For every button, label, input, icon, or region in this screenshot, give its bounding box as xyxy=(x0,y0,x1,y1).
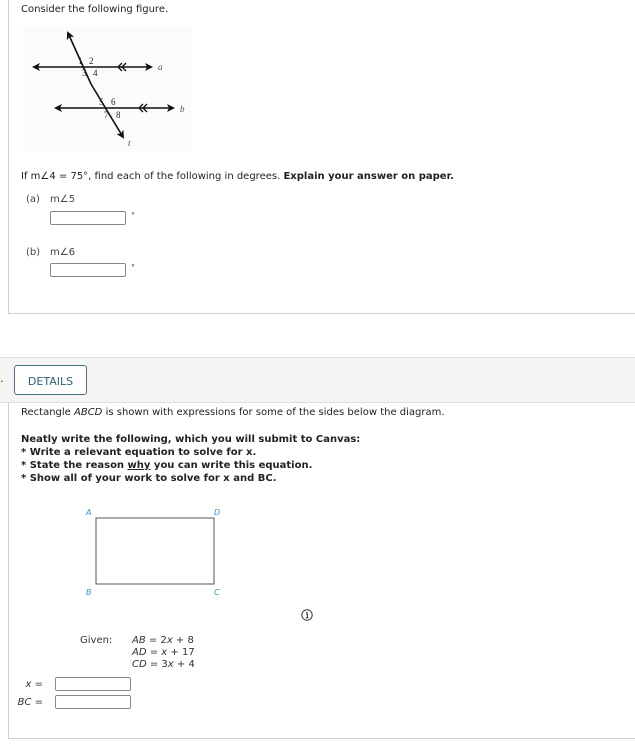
part-b-expr: m∠6 xyxy=(50,247,76,258)
parallel-lines-svg xyxy=(23,26,191,151)
angle-label-3: 3 xyxy=(82,68,87,78)
x-answer-input[interactable] xyxy=(55,677,131,691)
q2-intro-var: ABCD xyxy=(74,407,103,418)
part-a-answer-input[interactable] xyxy=(50,211,126,225)
angle-label-4: 4 xyxy=(93,68,98,78)
angle-label-5: 5 xyxy=(99,97,104,107)
question-number: . xyxy=(0,372,4,385)
info-icon[interactable] xyxy=(301,609,313,621)
transversal-label: t xyxy=(128,138,131,148)
bc-answer-input[interactable] xyxy=(55,695,131,709)
line-a-label: a xyxy=(158,62,163,72)
instruction-1: * Write a relevant equation to solve for x. xyxy=(21,447,257,458)
bc-label-var: BC xyxy=(17,697,32,708)
vertex-b-label: B xyxy=(86,588,92,597)
q1-intro: Consider the following figure. xyxy=(21,4,169,15)
given-ad-var: x xyxy=(161,647,168,658)
given-cd-var: x xyxy=(167,659,174,670)
q2-intro xyxy=(21,407,445,418)
given-ad-lhs: AD xyxy=(132,647,147,658)
given-label: Given: xyxy=(80,635,113,646)
line-b-label: b xyxy=(180,104,185,114)
given-cd-eq: = 3 xyxy=(146,659,168,670)
part-b-degree-unit: ° xyxy=(131,263,135,272)
x-label-eq: = xyxy=(31,679,43,690)
x-answer-label xyxy=(13,679,43,690)
bc-answer-label xyxy=(13,697,43,708)
vertex-d-label: D xyxy=(214,508,221,517)
angle-label-1: 1 xyxy=(78,56,83,66)
instruction-2-pre: * State the reason xyxy=(21,460,128,471)
instructions-block xyxy=(21,433,360,485)
part-a-degree-unit: ° xyxy=(131,211,135,220)
instruction-2-post: you can write this equation. xyxy=(150,460,313,471)
given-expressions xyxy=(132,635,195,671)
q1-prompt-text: If m∠4 = 75°, find each of the following in degrees. xyxy=(21,171,284,182)
question-card-1 xyxy=(8,0,635,314)
part-a-label: (a) xyxy=(26,194,40,205)
rectangle-abcd xyxy=(96,518,214,584)
angle-label-2: 2 xyxy=(89,56,94,66)
given-ab-var: x xyxy=(166,635,173,646)
details-button[interactable]: DETAILS xyxy=(14,365,87,395)
question-card-2 xyxy=(8,402,635,739)
parallel-lines-figure xyxy=(23,26,191,151)
angle-label-6: 6 xyxy=(111,97,116,107)
given-ab-rest: + 8 xyxy=(172,635,194,646)
instruction-2-underlined: why xyxy=(127,460,151,471)
given-cd-lhs: CD xyxy=(132,659,147,670)
q2-intro-pre: Rectangle xyxy=(21,407,74,418)
given-cd-rest: + 4 xyxy=(173,659,195,670)
angle-label-7: 7 xyxy=(104,110,109,120)
given-ad-eq: = xyxy=(146,647,162,658)
part-b-label: (b) xyxy=(26,247,41,258)
rectangle-svg xyxy=(83,506,223,598)
part-a-expr: m∠5 xyxy=(50,194,76,205)
rectangle-figure xyxy=(83,506,223,598)
given-ab-lhs: AB xyxy=(132,635,146,646)
given-cd xyxy=(132,659,195,671)
q1-prompt-bold: Explain your answer on paper. xyxy=(283,171,454,182)
vertex-c-label: C xyxy=(214,588,220,597)
part-b-answer-input[interactable] xyxy=(50,263,126,277)
given-ad xyxy=(132,647,195,659)
vertex-a-label: A xyxy=(86,508,92,517)
instruction-2 xyxy=(21,459,360,472)
bc-label-eq: = xyxy=(31,697,43,708)
x-label-var: x xyxy=(25,679,32,690)
angle-label-8: 8 xyxy=(116,110,121,120)
instructions-heading: Neatly write the following, which you will submit to Canvas: xyxy=(21,434,361,445)
question-2-header xyxy=(0,357,635,403)
q1-prompt xyxy=(21,171,454,182)
q2-intro-post: is shown with expressions for some of the sides below the diagram. xyxy=(102,407,445,418)
given-ab-eq: = 2 xyxy=(145,635,167,646)
given-ab xyxy=(132,635,195,647)
instruction-3: * Show all of your work to solve for x and BC. xyxy=(21,473,277,484)
given-ad-rest: + 17 xyxy=(167,647,195,658)
